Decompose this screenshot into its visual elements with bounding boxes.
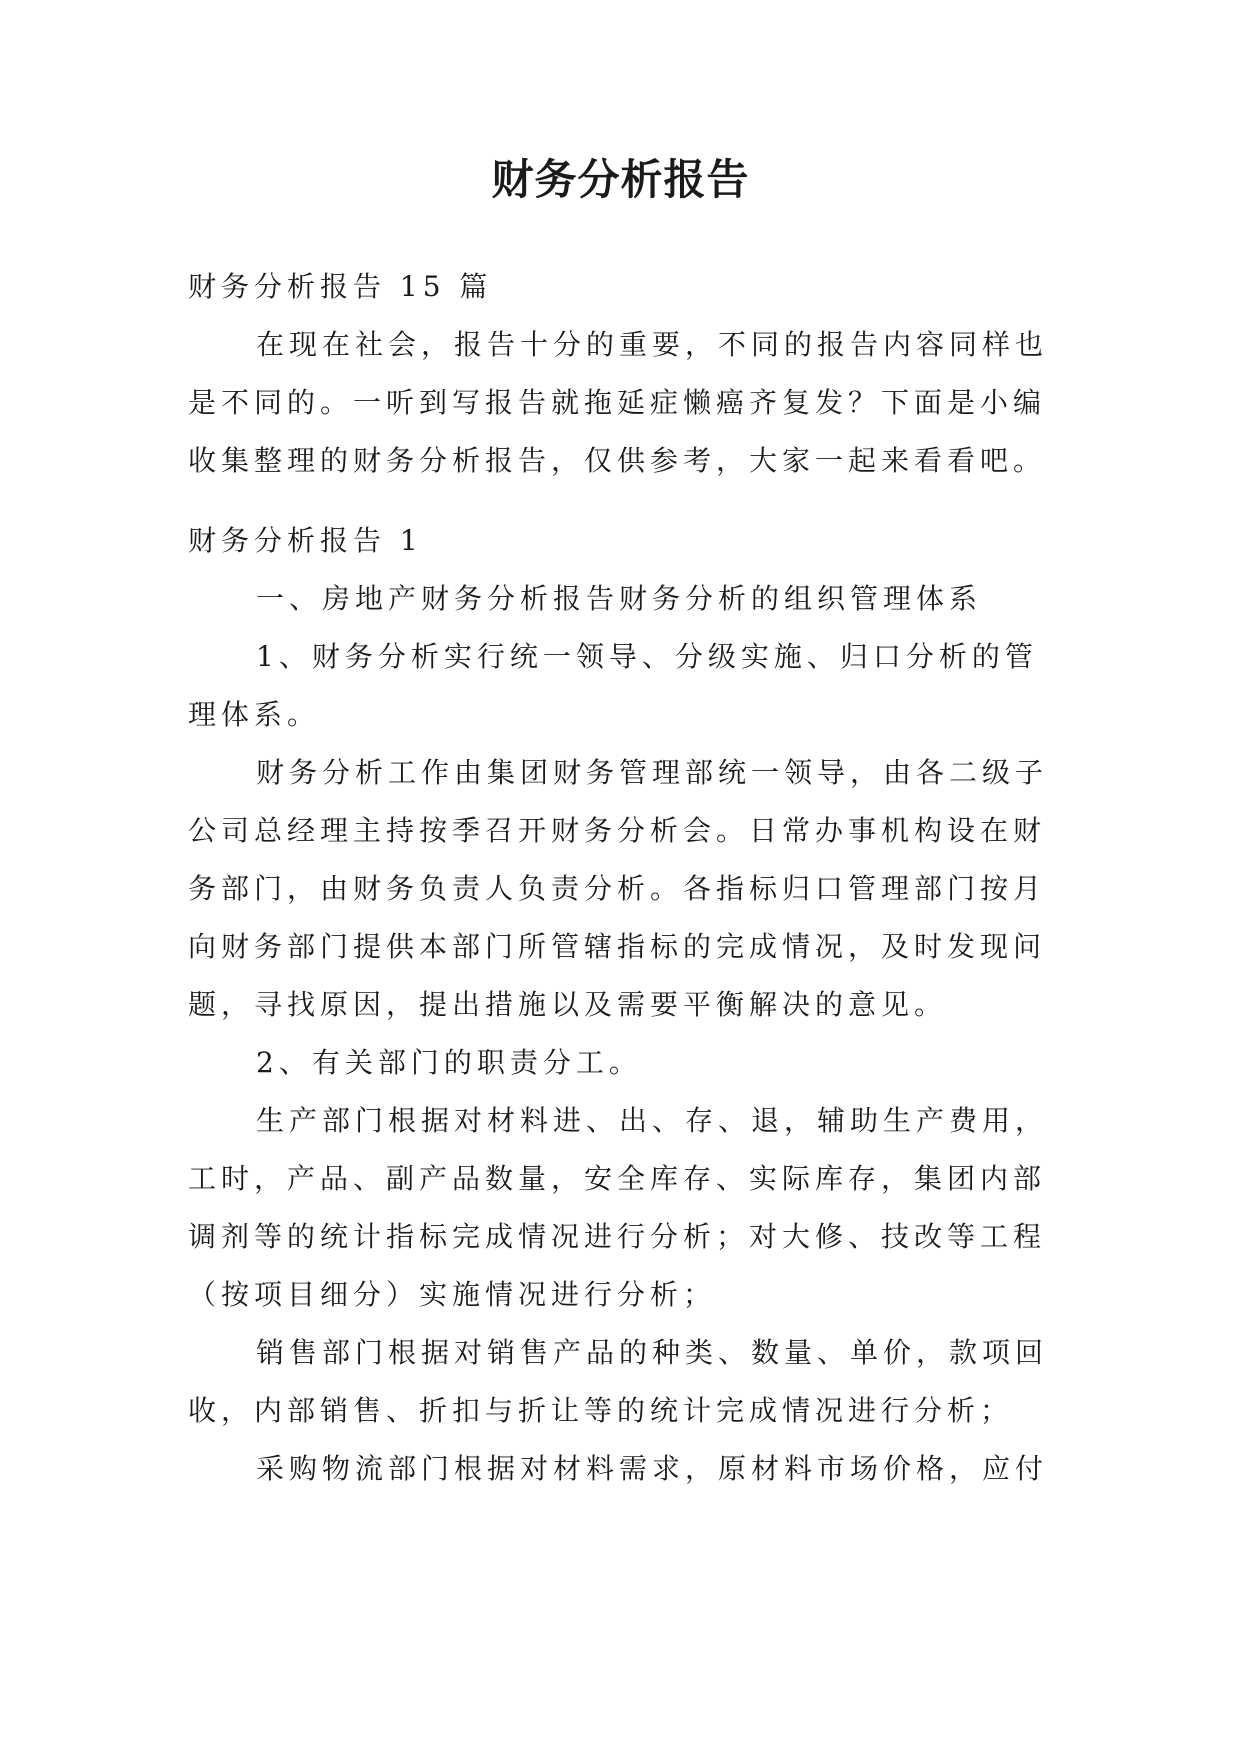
intro-para-line: 在现在社会，报告十分的重要，不同的报告内容同样也 [256,328,1049,361]
intro-para-line: 是不同的。一听到写报告就拖延症懒癌齐复发？下面是小编 [188,386,1047,419]
intro-heading: 财务分析报告 15 篇 [188,270,493,303]
para1-line: 题，寻找原因，提出措施以及需要平衡解决的意见。 [188,988,948,1021]
para4-line: 采购物流部门根据对材料需求，原材料市场价格，应付 [256,1452,1049,1485]
para1-line: 公司总经理主持按季召开财务分析会。日常办事机构设在财 [188,814,1047,847]
section1-heading: 财务分析报告 1 [188,524,423,557]
para1-line: 务部门，由财务负责人负责分析。各指标归口管理部门按月 [188,872,1047,905]
para1-line: 财务分析工作由集团财务管理部统一领导，由各二级子 [256,756,1049,789]
para2-line: 生产部门根据对材料进、出、存、退，辅助生产费用， [256,1104,1049,1137]
item2-line: 2、有关部门的职责分工。 [256,1046,642,1079]
para2-line: （按项目细分）实施情况进行分析； [188,1278,717,1311]
document-title: 财务分析报告 [491,155,750,204]
intro-para-line: 收集整理的财务分析报告，仅供参考，大家一起来看看吧。 [188,444,1047,477]
item1-line: 1、财务分析实行统一领导、分级实施、归口分析的管 [256,640,1038,673]
para1-line: 向财务部门提供本部门所管辖指标的完成情况，及时发现问 [188,930,1047,963]
section1-subheading: 一、房地产财务分析报告财务分析的组织管理体系 [256,582,983,615]
para3-line: 收，内部销售、折扣与折让等的统计完成情况进行分析； [188,1394,1014,1427]
para2-line: 调剂等的统计指标完成情况进行分析；对大修、技改等工程 [188,1220,1047,1253]
intro-block [188,258,1063,490]
section1-block [188,512,1063,1498]
para3-line: 销售部门根据对销售产品的种类、数量、单价，款项回 [256,1336,1049,1369]
para2-line: 工时，产品、副产品数量，安全库存、实际库存，集团内部 [188,1162,1047,1195]
item1-line: 理体系。 [188,698,321,731]
